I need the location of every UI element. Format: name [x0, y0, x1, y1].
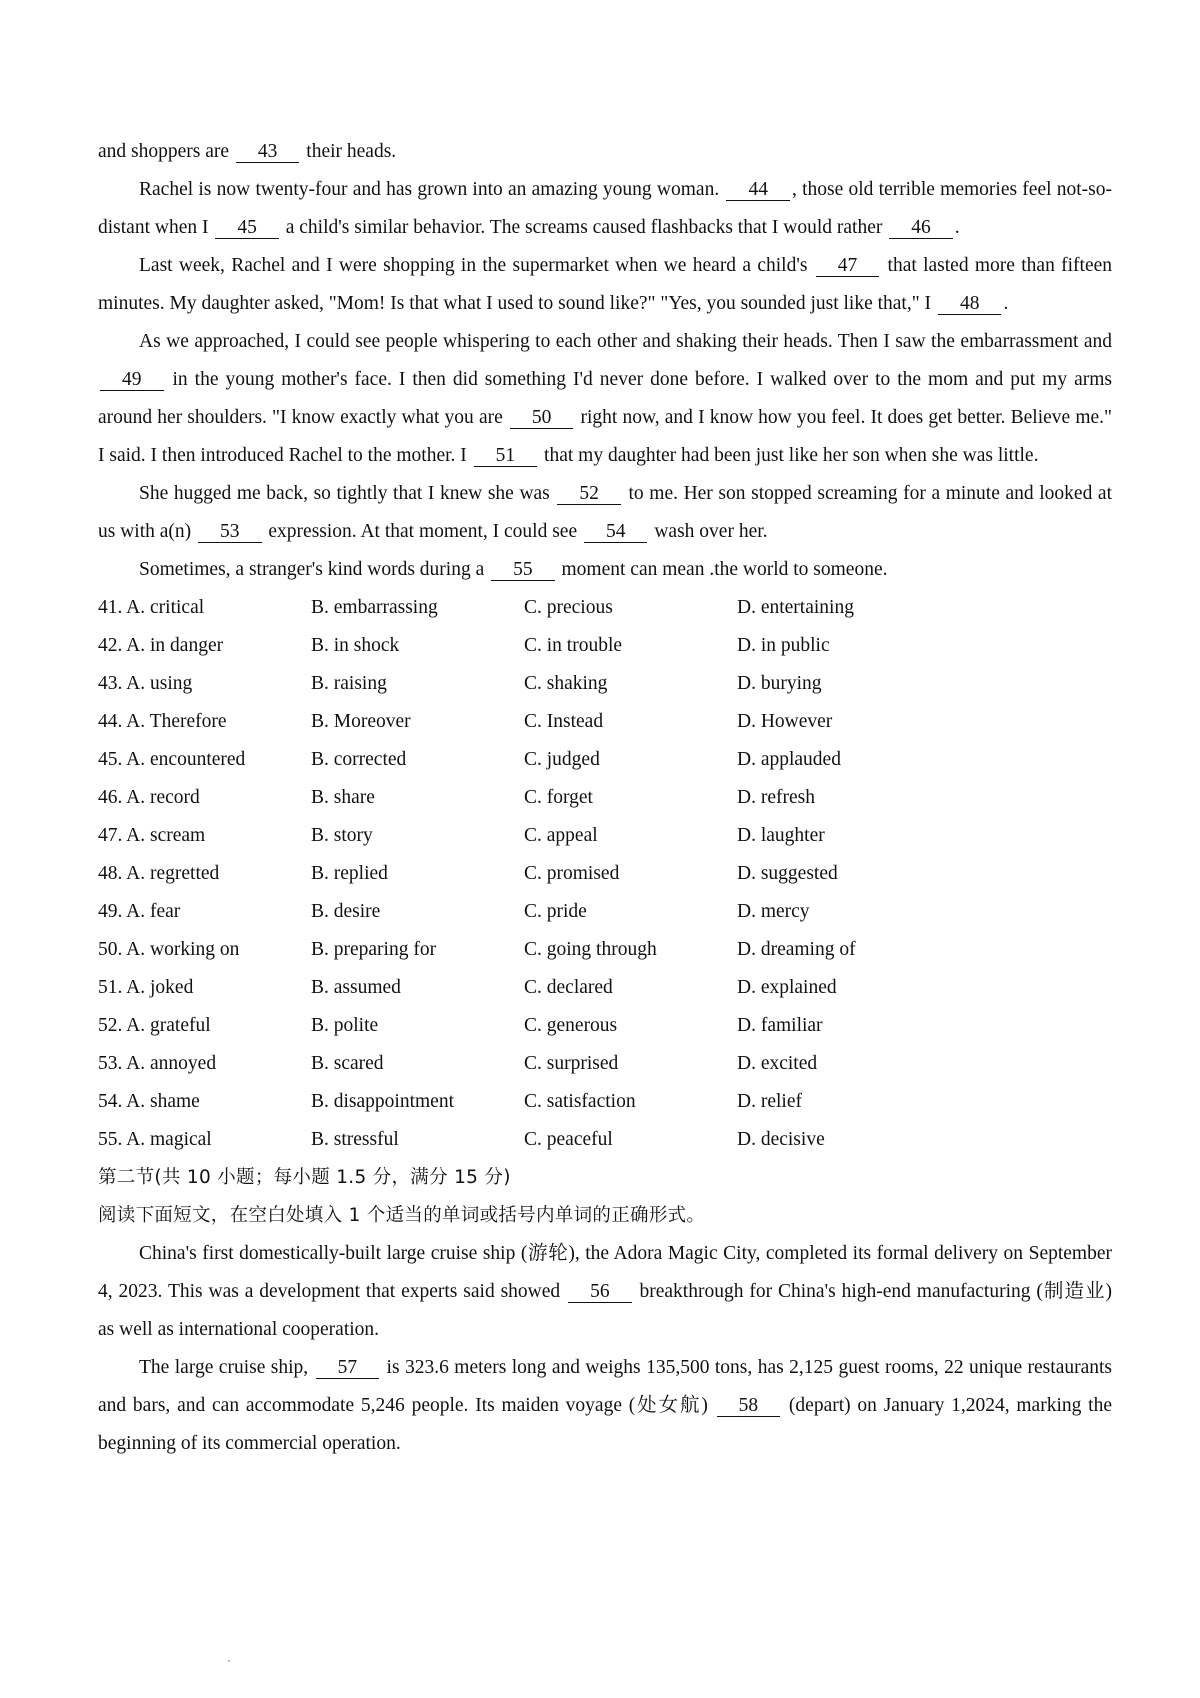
text-run: .: [1003, 293, 1009, 314]
paragraph: [98, 1349, 1112, 1463]
option-a: 52. A. grateful: [98, 1015, 211, 1036]
question-55-options: [98, 1121, 1112, 1159]
option-c: C. judged: [524, 749, 600, 770]
option-b: B. story: [311, 825, 373, 846]
text-run: The large cruise ship,: [139, 1357, 314, 1378]
option-b: B. preparing for: [311, 939, 437, 960]
question-54-options: [98, 1083, 1112, 1121]
option-c: C. promised: [524, 863, 620, 884]
question-51-options: [98, 969, 1112, 1007]
blank-48: 48: [938, 294, 1002, 315]
option-b: B. share: [311, 787, 375, 808]
section-heading: 第二节(共 10 小题；每小题 1.5 分，满分 15 分): [98, 1167, 511, 1188]
option-b: B. raising: [311, 673, 387, 694]
option-a: 48. A. regretted: [98, 863, 220, 884]
option-b: B. corrected: [311, 749, 407, 770]
option-b: B. Moreover: [311, 711, 411, 732]
option-b: B. assumed: [311, 977, 401, 998]
blank-45: 45: [215, 218, 279, 239]
option-b: B. desire: [311, 901, 381, 922]
blank-57: 57: [316, 1358, 380, 1379]
option-a: 53. A. annoyed: [98, 1053, 217, 1074]
blank-56: 56: [568, 1282, 632, 1303]
option-a: 43. A. using: [98, 673, 193, 694]
text-run: China's first domestically-built large cruise ship (游轮), the Adora Magic City, completed its formal delivery on September 4, 2023. This was a development that experts said showed: [98, 1243, 1112, 1302]
option-d: D. dreaming of: [737, 939, 856, 960]
option-b: B. scared: [311, 1053, 384, 1074]
option-c: C. appeal: [524, 825, 598, 846]
text-run: that lasted more than fifteen minutes. My daughter asked, "Mom! Is that what I used to sound like?" "Yes, you sounded just like that," I: [98, 255, 1113, 314]
option-c: C. surprised: [524, 1053, 619, 1074]
text-run: She hugged me back, so tightly that I knew she was: [139, 483, 556, 504]
option-d: D. applauded: [737, 749, 841, 770]
option-c: C. satisfaction: [524, 1091, 636, 1112]
paragraph: [98, 475, 1112, 551]
option-d: D. excited: [737, 1053, 818, 1074]
text-run: that my daughter had been just like her son when she was little.: [539, 445, 1039, 466]
paragraph: [98, 171, 1112, 247]
option-a: 42. A. in danger: [98, 635, 224, 656]
option-c: C. forget: [524, 787, 593, 808]
option-b: B. embarrassing: [311, 597, 438, 618]
text-run: to me. Her son stopped screaming for a minute and looked at us with a(n): [98, 483, 1112, 542]
question-52-options: [98, 1007, 1112, 1045]
option-a: 54. A. shame: [98, 1091, 200, 1112]
blank-47: 47: [816, 256, 880, 277]
option-b: B. stressful: [311, 1129, 399, 1150]
cloze-passage: [98, 133, 1112, 589]
option-d: D. decisive: [737, 1129, 825, 1150]
document-page: [98, 133, 1112, 1463]
paragraph: [98, 247, 1112, 323]
option-d: D. familiar: [737, 1015, 823, 1036]
option-d: D. suggested: [737, 863, 838, 884]
paragraph: [98, 133, 1112, 171]
blank-55: 55: [491, 560, 555, 581]
answer-options: [98, 589, 1112, 1159]
blank-50: 50: [510, 408, 574, 429]
question-41-options: [98, 589, 1112, 627]
option-d: D. explained: [737, 977, 837, 998]
text-run: and shoppers are: [98, 141, 234, 162]
text-run: (depart) on January 1,2024, marking the beginning of its commercial operation.: [98, 1395, 1112, 1454]
question-48-options: [98, 855, 1112, 893]
text-run: moment can mean .the world to someone.: [556, 559, 888, 580]
option-d: D. in public: [737, 635, 830, 656]
paragraph: [98, 551, 1112, 589]
question-46-options: [98, 779, 1112, 817]
question-42-options: [98, 627, 1112, 665]
option-c: C. going through: [524, 939, 657, 960]
blank-52: 52: [557, 484, 621, 505]
blank-58: 58: [717, 1396, 781, 1417]
text-run: wash over her.: [649, 521, 768, 542]
blank-49: 49: [100, 370, 164, 391]
blank-51: 51: [474, 446, 538, 467]
page-mark: [228, 1660, 230, 1662]
option-a: 49. A. fear: [98, 901, 181, 922]
text-run: right now, and I know how you feel. It does get better. Believe me." I said. I then introduced Rachel to the mother. I: [98, 407, 1112, 466]
text-run: Sometimes, a stranger's kind words during a: [139, 559, 490, 580]
paragraph: [98, 323, 1112, 475]
blank-43: 43: [236, 142, 300, 163]
question-44-options: [98, 703, 1112, 741]
text-run: As we approached, I could see people whispering to each other and shaking their heads. Then I saw the embarrassment and: [139, 331, 1112, 352]
blank-53: 53: [198, 522, 262, 543]
option-c: C. in trouble: [524, 635, 623, 656]
question-45-options: [98, 741, 1112, 779]
option-b: B. replied: [311, 863, 388, 884]
question-43-options: [98, 665, 1112, 703]
paragraph: [98, 1235, 1112, 1349]
option-b: B. in shock: [311, 635, 400, 656]
option-c: C. pride: [524, 901, 587, 922]
option-d: D. However: [737, 711, 833, 732]
option-a: 51. A. joked: [98, 977, 194, 998]
option-d: D. entertaining: [737, 597, 854, 618]
option-c: C. Instead: [524, 711, 604, 732]
text-run: in the young mother's face. I then did something I'd never done before. I walked over to the mom and put my arms around her shoulders. "I know exactly what you are: [98, 369, 1112, 428]
option-c: C. precious: [524, 597, 613, 618]
text-run: is 323.6 meters long and weighs 135,500 tons, has 2,125 guest rooms, 22 unique restaurants and bars, and can accommodate 5,246 people. Its maiden voyage (处女航): [98, 1357, 1113, 1416]
question-47-options: [98, 817, 1112, 855]
question-53-options: [98, 1045, 1112, 1083]
option-d: D. burying: [737, 673, 822, 694]
section-instruction: 阅读下面短文，在空白处填入 1 个适当的单词或括号内单词的正确形式。: [98, 1205, 706, 1226]
text-run: , those old terrible memories feel not-so-distant when I: [98, 179, 1113, 238]
blank-44: 44: [726, 180, 790, 201]
option-a: 47. A. scream: [98, 825, 206, 846]
option-c: C. peaceful: [524, 1129, 613, 1150]
option-a: 44. A. Therefore: [98, 711, 227, 732]
option-c: C. generous: [524, 1015, 618, 1036]
option-d: D. refresh: [737, 787, 815, 808]
option-a: 41. A. critical: [98, 597, 205, 618]
text-run: Last week, Rachel and I were shopping in the supermarket when we heard a child's: [139, 255, 814, 276]
text-run: a child's similar behavior. The screams caused flashbacks that I would rather: [280, 217, 888, 238]
question-50-options: [98, 931, 1112, 969]
blank-46: 46: [889, 218, 953, 239]
text-run: Rachel is now twenty-four and has grown into an amazing young woman.: [139, 179, 725, 200]
option-a: 46. A. record: [98, 787, 200, 808]
option-d: D. laughter: [737, 825, 825, 846]
option-a: 45. A. encountered: [98, 749, 246, 770]
option-a: 50. A. working on: [98, 939, 240, 960]
option-b: B. polite: [311, 1015, 379, 1036]
option-d: D. relief: [737, 1091, 802, 1112]
option-d: D. mercy: [737, 901, 810, 922]
text-run: .: [954, 217, 960, 238]
blank-54: 54: [584, 522, 648, 543]
question-49-options: [98, 893, 1112, 931]
text-run: breakthrough for China's high-end manufacturing (制造业) as well as international cooperation.: [98, 1281, 1112, 1340]
text-run: expression. At that moment, I could see: [263, 521, 582, 542]
option-c: C. shaking: [524, 673, 608, 694]
option-a: 55. A. magical: [98, 1129, 212, 1150]
option-c: C. declared: [524, 977, 613, 998]
text-run: their heads.: [301, 141, 397, 162]
fill-in-passage: [98, 1235, 1112, 1463]
option-b: B. disappointment: [311, 1091, 454, 1112]
